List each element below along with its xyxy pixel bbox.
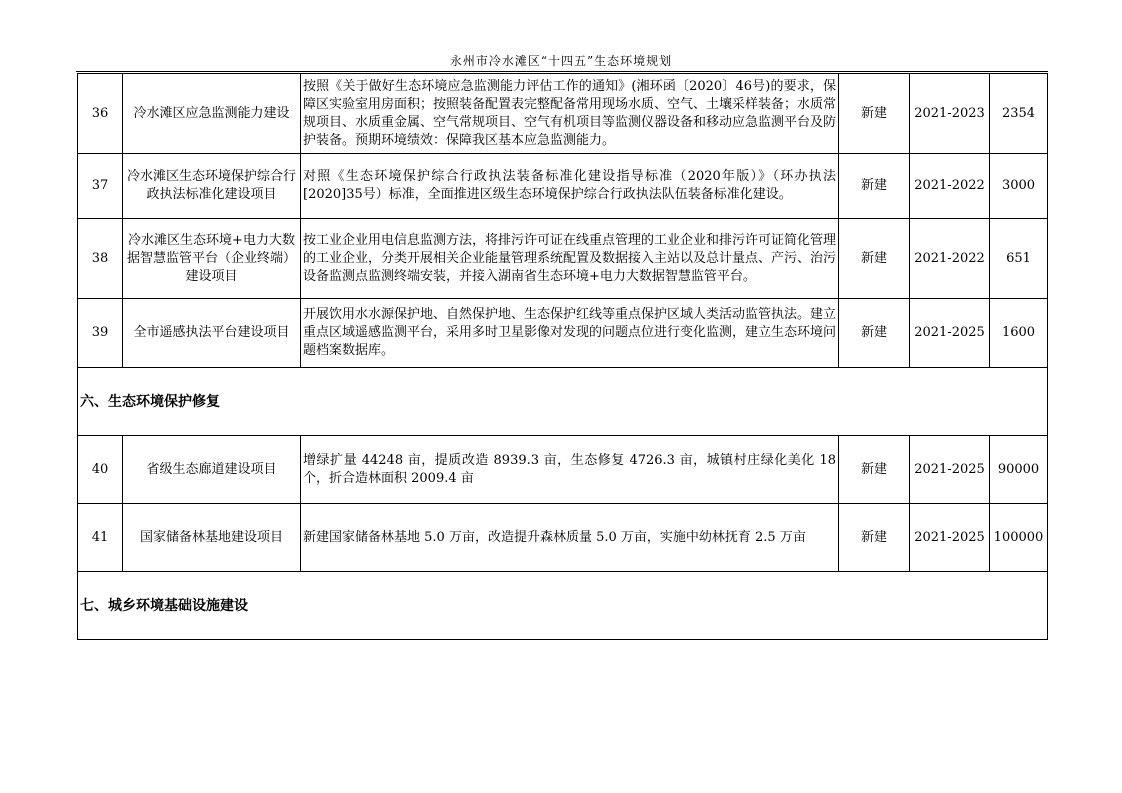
project-content: 开展饮用水水源保护地、自然保护地、生态保护红线等重点保护区域人类活动监管执法。建立重点区域遥感监测平台，采用多时卫星影像对发现的问题点位进行变化监测，建立生态环境问题档案数据库。 — [301, 299, 839, 368]
section-heading: 六、生态环境保护修复 — [78, 368, 1048, 436]
investment-amount: 651 — [990, 219, 1048, 299]
investment-amount: 2354 — [990, 74, 1048, 154]
construction-period: 2021-2022 — [910, 154, 990, 219]
project-name: 冷水滩区生态环境保护综合行政执法标准化建设项目 — [123, 154, 301, 219]
project-name: 国家储备林基地建设项目 — [123, 504, 301, 572]
project-number: 36 — [78, 74, 123, 154]
construction-period: 2021-2022 — [910, 219, 990, 299]
investment-amount: 90000 — [990, 436, 1048, 504]
project-content: 按工业企业用电信息监测方法，将排污许可证在线重点管理的工业企业和排污许可证简化管理的工业企业，分类开展相关企业能量管理系统配置及数据接入主站以及总计量点、产污、治污设备监测点监测终端安装，并接入湖南省生态环境+电力大数据智慧监管平台。 — [301, 219, 839, 299]
table-row — [78, 299, 1048, 368]
construction-period: 2021-2023 — [910, 74, 990, 154]
project-number: 37 — [78, 154, 123, 219]
project-number: 39 — [78, 299, 123, 368]
running-header: 永州市冷水滩区“十四五”生态环境规划 — [449, 54, 673, 68]
investment-amount: 1600 — [990, 299, 1048, 368]
construction-type: 新建 — [839, 219, 910, 299]
section-heading: 七、城乡环境基础设施建设 — [78, 572, 1048, 640]
section-row — [78, 572, 1048, 640]
project-content: 按照《关于做好生态环境应急监测能力评估工作的通知》(湘环函〔2020〕46号)的要求，保障区实验室用房面积；按照装备配置表完整配备常用现场水质、空气、土壤采样装备；水质常规项目、水质重金属、空气常规项目、空气有机项目等监测仪器设备和移动应急监测平台及防护装备。预期环境绩效：保障我区基本应急监测能力。 — [301, 74, 839, 154]
project-name: 省级生态廊道建设项目 — [123, 436, 301, 504]
construction-period: 2021-2025 — [910, 299, 990, 368]
project-name: 全市遥感执法平台建设项目 — [123, 299, 301, 368]
construction-type: 新建 — [839, 299, 910, 368]
project-number: 38 — [78, 219, 123, 299]
construction-period: 2021-2025 — [910, 436, 990, 504]
investment-amount: 3000 — [990, 154, 1048, 219]
project-number: 41 — [78, 504, 123, 572]
table-row — [78, 436, 1048, 504]
construction-type: 新建 — [839, 504, 910, 572]
construction-period: 2021-2025 — [910, 504, 990, 572]
investment-amount: 100000 — [990, 504, 1048, 572]
construction-type: 新建 — [839, 436, 910, 504]
project-name: 冷水滩区生态环境+电力大数据智慧监管平台（企业终端）建设项目 — [123, 219, 301, 299]
project-content: 增绿扩量 44248 亩，提质改造 8939.3 亩，生态修复 4726.3 亩，城镇村庄绿化美化 18 个，折合造林面积 2009.4 亩 — [301, 436, 839, 504]
table-row — [78, 504, 1048, 572]
header-rule — [76, 71, 1048, 72]
construction-type: 新建 — [839, 154, 910, 219]
project-name: 冷水滩区应急监测能力建设 — [123, 74, 301, 154]
project-table — [77, 73, 1048, 640]
project-content: 新建国家储备林基地 5.0 万亩，改造提升森林质量 5.0 万亩，实施中幼林抚育 2.5 万亩 — [301, 504, 839, 572]
table-row — [78, 219, 1048, 299]
table-row — [78, 154, 1048, 219]
project-content: 对照《生态环境保护综合行政执法装备标准化建设指导标准（2020年版）》（环办执法[2020]35号）标准，全面推进区级生态环境保护综合行政执法队伍装备标准化建设。 — [301, 154, 839, 219]
project-number: 40 — [78, 436, 123, 504]
table-row — [78, 74, 1048, 154]
section-row — [78, 368, 1048, 436]
construction-type: 新建 — [839, 74, 910, 154]
